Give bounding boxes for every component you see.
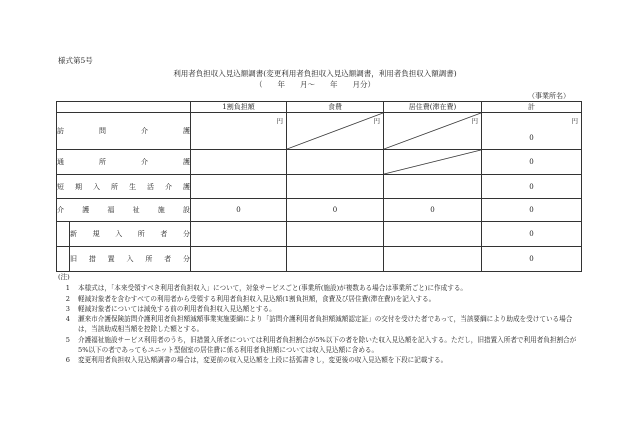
row-label-tsusho: 通 所 介 護 [57,150,191,175]
period-line: （ 年 月～ 年 月分） [255,80,375,89]
cell-shisetsu-burden: 0 [191,199,287,222]
col-header-food: 食費 [287,102,384,113]
cell-tsusho-total: 0 [482,150,582,175]
note-number: 3 [65,304,70,313]
row-label-homon: 訪 問 介 護 [57,113,191,150]
office-name-label: （事業所名） [528,92,570,100]
yen-unit: 円 [571,117,578,125]
row-label-kyusochi: 旧措置入所者分 [70,247,191,272]
note-text: 変更利用者負担収入見込額調書の場合は，変更前の収入見込額を上段に括弧書きし，変更後の収入見込額を下段に記載する。 [78,356,448,365]
note-item [58,335,578,356]
table-row-homon [57,113,582,150]
note-number: 2 [65,294,70,303]
table-row-shinki [57,222,582,247]
cell-kyusochi-food [287,247,384,272]
cell-shisetsu-total: 0 [482,199,582,222]
row-label-tanki: 短期入所生活介護 [57,175,191,199]
revenue-table [56,101,582,272]
diagonal-strike [287,113,383,149]
cell-tsusho-housing [384,150,482,175]
indent-spacer [57,247,70,272]
cell-homon-burden [191,113,287,150]
row-label-shisetsu: 介護福祉施設 [57,199,191,222]
note-item [58,294,578,304]
header-blank [57,102,191,113]
notes-heading: (注) [58,273,70,281]
cell-tanki-burden [191,175,287,199]
cell-kyusochi-housing [384,247,482,272]
cell-tanki-housing [384,175,482,199]
indent-spacer [57,222,70,247]
cell-kyusochi-total: 0 [482,247,582,272]
note-number: 4 [65,315,70,324]
cell-kyusochi-burden [191,247,287,272]
note-item [58,283,578,293]
note-item [58,355,578,365]
cell-tsusho-food [287,150,384,175]
form-number: 様式第5号 [58,56,93,65]
note-item [58,304,578,314]
cell-tanki-food [287,175,384,199]
table-row-shisetsu [57,199,582,222]
yen-unit: 円 [373,117,380,125]
document-title: 利用者負担収入見込額調書(変更利用者負担収入見込額調書，利用者負担収入額調書) [173,69,457,78]
table-row-tanki [57,175,582,199]
col-header-burden: 1割負担額 [191,102,287,113]
col-header-total: 計 [482,102,582,113]
note-number: 6 [65,356,70,365]
table-row-kyusochi [57,247,582,272]
cell-shisetsu-housing: 0 [384,199,482,222]
note-number: 1 [65,284,70,293]
cell-shinki-burden [191,222,287,247]
note-item [58,314,578,335]
note-text: 本様式は，「本来受領すべき利用者負担収入」について，対象サービスごと(事業所(施設)が複数ある場合は事業所ごと)に作成する。 [78,284,468,293]
yen-unit: 円 [471,117,478,125]
cell-homon-food [287,113,384,150]
yen-unit: 円 [276,117,283,125]
header-row [57,102,582,113]
col-header-housing: 居住費(滞在費) [384,102,482,113]
note-text: 瀬来市介護保険訪問介護利用者負担額減額事業実施要綱により「訪問介護利用者負担額減額認定証」の交付を受けた者であって，当該要綱により助成を受けている場合は，当該助成相当額を控除した額とする。 [78,315,573,334]
cell-shisetsu-food: 0 [287,199,384,222]
diagonal-strike [384,150,481,174]
cell-homon-housing [384,113,482,150]
notes-section [58,272,578,366]
note-text: 介護福祉施設サービス利用者のうち，旧措置入所者については利用者負担割合が5%以下の者を除いた収入見込額を記入する。ただし，旧措置入所者で利用者負担割合が5%以下の者であってもユニット型個室の居住費に係る利用者負担額については収入見込額に含める。 [78,335,577,355]
value-homon-total: 0 [529,133,534,142]
cell-homon-total [482,113,582,150]
cell-shinki-food [287,222,384,247]
cell-tanki-total: 0 [482,175,582,199]
note-text: 軽減対象者については減免する前の利用者負担収入見込額とする。 [78,304,276,313]
cell-shinki-housing [384,222,482,247]
note-number: 5 [65,335,70,344]
diagonal-strike [384,113,481,149]
cell-shinki-total: 0 [482,222,582,247]
table-row-tsusho [57,150,582,175]
row-label-shinki: 新規入所者分 [70,222,191,247]
cell-tsusho-burden [191,150,287,175]
note-text: 軽減対象者を含むすべての利用者から受領する利用者負担収入見込額(1割負担額，食費及び居住費(滞在費))を記入する。 [78,294,436,303]
